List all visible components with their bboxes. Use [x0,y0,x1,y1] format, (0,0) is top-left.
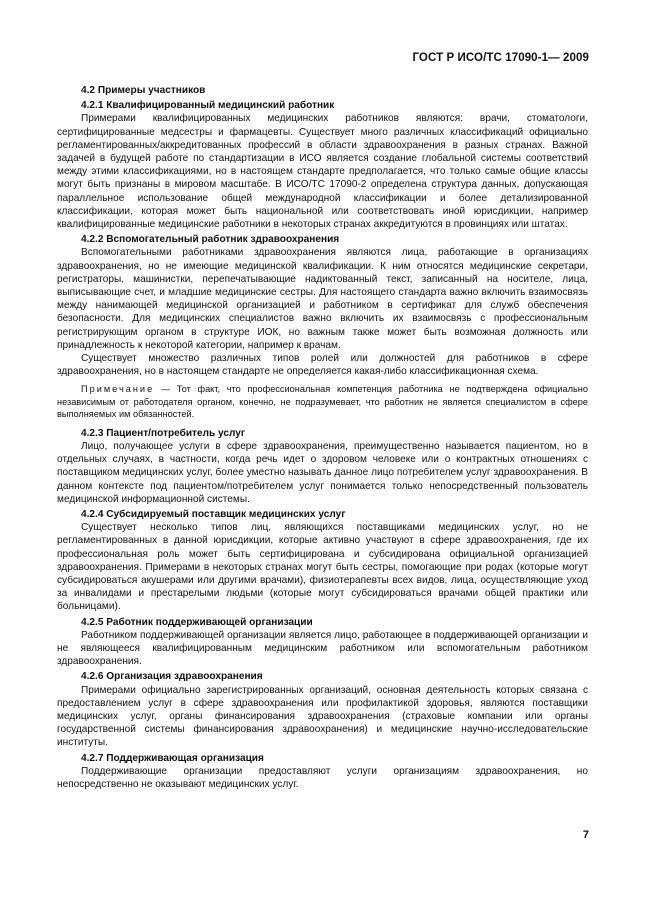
section-heading-4-2-2: 4.2.2 Вспомогательный работник здравоохранения [81,234,340,246]
paragraph-4-2-3: Лицо, получающее услуги в сфере здравоохранения, преимущественно называется пациентом, но в отдельных случаях, в частности, когда речь идет о здоровом человеке или о контрактных отношениях с поставщиком медицинских услуг, более уместно называть данное лицо потребителем услуг здравоохранения. В данном контексте под пациентом/потребителем услуг понимается только непосредственный пользователь медицинской информационной системы. [57,440,588,505]
paragraph-4-2-1: Примерами квалифицированных медицинских работников являются: врачи, стоматологи, сертифицированные медсестры и фармацевты. Существует много различных классификаций официально регламентированных/аккредитованных профессий в области здравоохранения в разных странах. Важной задачей в будущей работе по стандартизации в ИСО является создание глобальной системы соответствий между этими классификациями, но в настоящем стандарте предполагается, что только самые общие классы могут быть признаны в мировом масштабе. В ИСО/ТС 17090-2 определена структура данных, допускающая параллельное использование общей международной классификации и более детализированной классификации, которая может быть национальной или соответствовать иной юрисдикции, например квалифицированные медицинские работники в некоторых странах аккредитуются в провинциях или штатах. [57,113,588,231]
section-heading-4-2-6: 4.2.6 Организация здравоохранения [81,671,263,683]
paragraph-4-2-4: Существует несколько типов лиц, являющихся поставщиками медицинских услуг, но не регламентированных в данной юрисдикции, которые активно участвуют в сфере здравоохранения, где их профессиональная роль может быть сертифицирована и субсидирована официальной организацией здравоохранения. Примерами в некоторых странах могут быть сестры, помогающие при родах (которые могут субсидироваться акушерами или другими врачами), физиотерапевты всех видов, лица, осуществляющие уход за инвалидами и престарелыми людьми (которые могут субсидироваться врачами общей практики или больницами). [57,522,588,613]
page-content [57,84,588,791]
paragraph-4-2-5: Работником поддерживающей организации является лицо, работающее в поддерживающей организации и не являющееся квалифицированным медицинским работником или вспомогательным работником здравоохранения. [57,629,588,668]
section-heading-4-2-7: 4.2.7 Поддерживающая организация [81,752,264,764]
note-text: — Тот факт, что профессиональная компетенция работника не подтверждена официально независимым от работодателя органом, конечно, не подразумевает, что работник не является специалистом в сфере выполняемых им обязанностей. [57,384,588,420]
note-block [57,383,588,420]
paragraph-4-2-7: Поддерживающие организации предоставляют услуги организациям здравоохранения, но непосредственно не оказывают медицинских услуг. [57,765,588,790]
paragraph-4-2-6: Примерами официально зарегистрированных организаций, основная деятельность которых связана с предоставлением услуг в сфере здравоохранения или профилактикой здоровья, являются поставщики медицинских услуг, органы финансирования здравоохранения (страховые компании или органы государственной системы финансирования здравоохранения) и медицинские научно-исследовательские институты. [57,684,588,749]
section-heading-4-2-5: 4.2.5 Работник поддерживающей организации [81,616,313,628]
section-heading-4-2-1: 4.2.1 Квалифицированный медицинский работник [81,100,335,112]
document-id-header: ГОСТ Р ИСО/ТС 17090-1— 2009 [412,52,589,64]
page-number: 7 [582,829,589,841]
section-heading-4-2-4: 4.2.4 Субсидируемый поставщик медицинских услуг [81,508,346,520]
section-heading-4-2-3: 4.2.3 Пациент/потребитель услуг [81,427,246,439]
note-label: Примечание [81,384,155,395]
paragraph-4-2-2-a: Вспомогательными работниками здравоохранения являются лица, работающие в организациях здравоохранения, но не имеющие медицинской квалификации. К ним относятся медицинские секретари, регистраторы, машинистки, перепечатывающие надиктованный текст, записанный на носителе, лица, выписывающие счет, и младшие медицинские сестры. Для настоящего стандарта важно включить взаимосвязь между нанимающей медицинской организацией и работником в сертификат для служб обеспечения безопасности. Для медицинских специалистов важно включить их взаимосвязь с профессиональным регистрирующим органом в структуре ИОК, но важным также может быть возможная должность или принадлежность к некоторой категории, например к врачам. [57,247,588,351]
section-heading-4-2: 4.2 Примеры участников [81,85,206,96]
paragraph-4-2-2-b: Существует множество различных типов ролей или должностей для работников в сфере здравоохранения, но в настоящем стандарте не определяется какая-либо классификационная схема. [57,353,588,378]
